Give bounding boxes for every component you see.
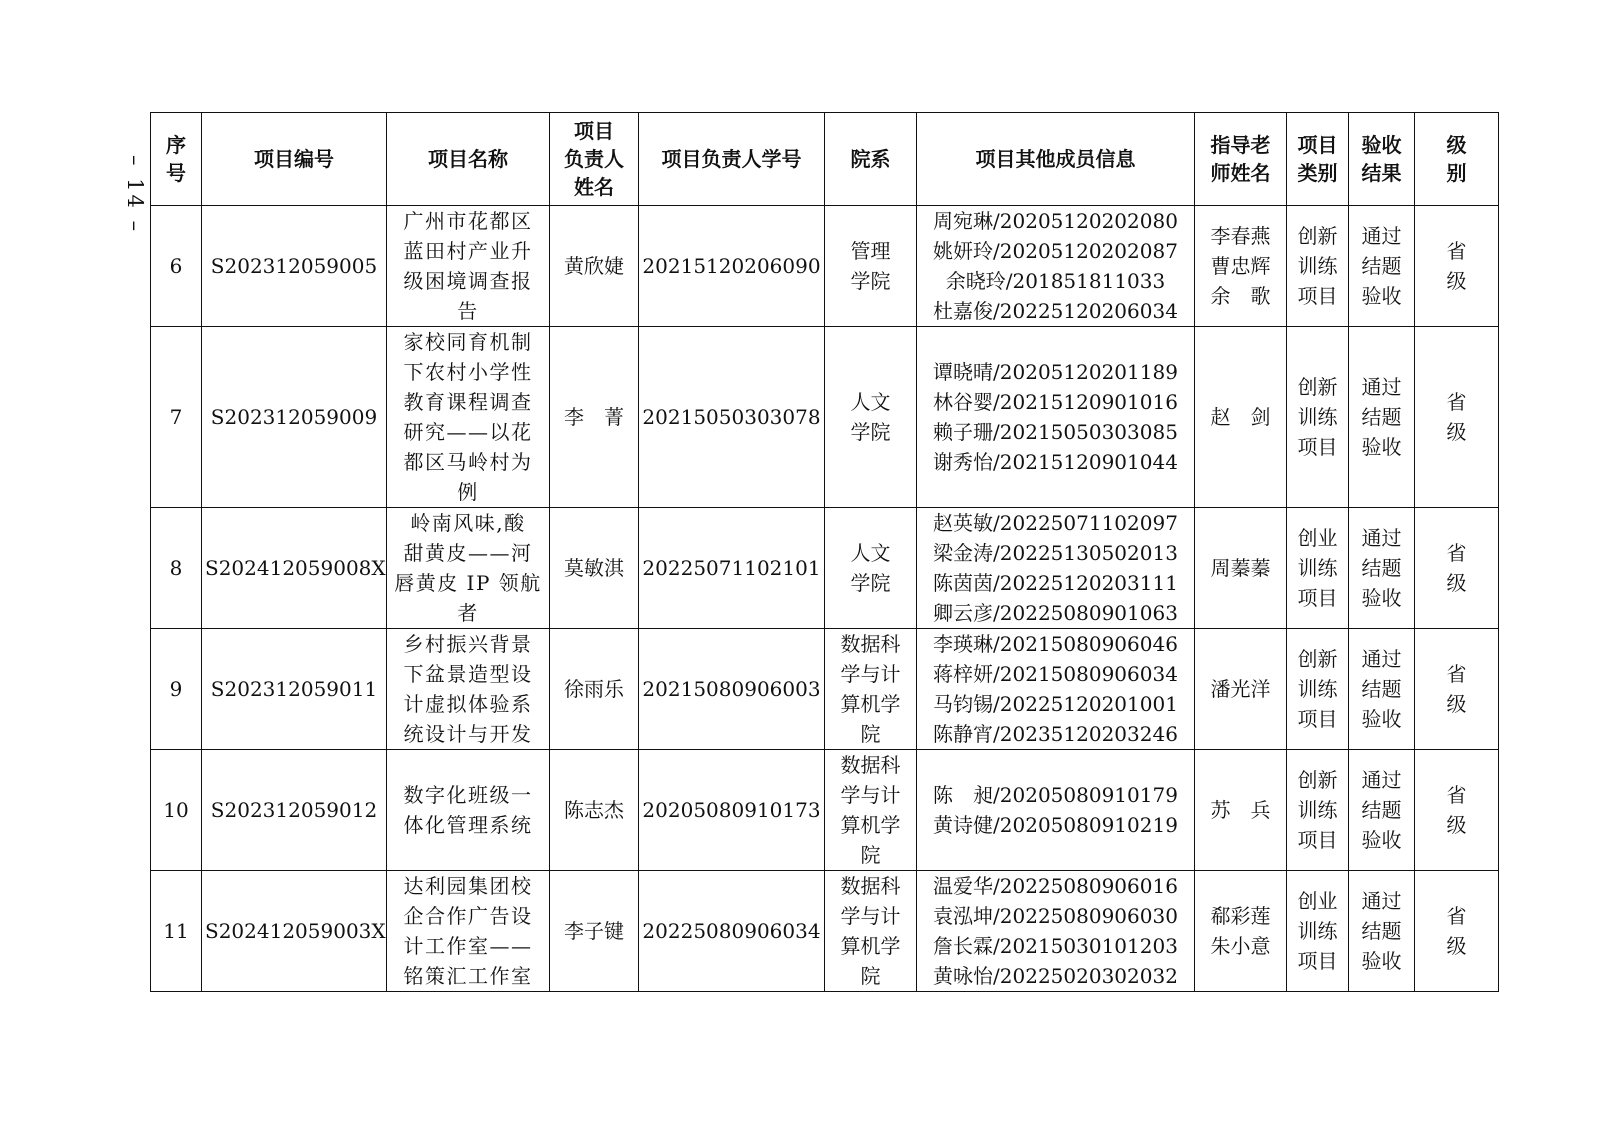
cell-seq: 11 (151, 871, 202, 992)
cell-members: 温爱华/20225080906016 袁泓坤/20225080906030 詹长霖/20215030101203 黄咏怡/20225020302032 (917, 871, 1195, 992)
cell-seq: 8 (151, 508, 202, 629)
cell-result: 通过 结题 验收 (1349, 629, 1415, 750)
cell-name: 乡村振兴背景 下盆景造型设 计虚拟体验系 统设计与开发 (387, 629, 550, 750)
cell-leader: 徐雨乐 (550, 629, 639, 750)
cell-level: 省 级 (1415, 206, 1499, 327)
cell-level: 省 级 (1415, 871, 1499, 992)
table-row (151, 508, 1499, 629)
cell-code: S202412059008X (202, 508, 387, 629)
cell-advisor: 周蓁蓁 (1195, 508, 1287, 629)
cell-category: 创业 训练 项目 (1287, 871, 1349, 992)
cell-name: 岭南风味,酸 甜黄皮——河 唇黄皮 IP 领航 者 (387, 508, 550, 629)
cell-leader-id: 20215050303078 (639, 327, 825, 508)
cell-members: 周宛琳/20205120202080 姚妍玲/20205120202087 余晓玲/201851811033 杜嘉俊/20225120206034 (917, 206, 1195, 327)
table-header-row (151, 113, 1499, 206)
cell-leader-id: 20205080910173 (639, 750, 825, 871)
cell-seq: 7 (151, 327, 202, 508)
table-row (151, 750, 1499, 871)
cell-members: 李瑛琳/20215080906046 蒋梓妍/20215080906034 马钧锡/20225120201001 陈静宵/20235120203246 (917, 629, 1195, 750)
cell-leader: 李子键 (550, 871, 639, 992)
cell-result: 通过 结题 验收 (1349, 508, 1415, 629)
header-code: 项目编号 (202, 113, 387, 206)
cell-leader: 陈志杰 (550, 750, 639, 871)
cell-level: 省 级 (1415, 508, 1499, 629)
header-leader: 项目 负责人 姓名 (550, 113, 639, 206)
cell-advisor: 郗彩莲 朱小意 (1195, 871, 1287, 992)
cell-level: 省 级 (1415, 327, 1499, 508)
project-table (150, 112, 1499, 992)
table-row (151, 871, 1499, 992)
cell-members: 陈 昶/20205080910179 黄诗健/20205080910219 (917, 750, 1195, 871)
cell-category: 创新 训练 项目 (1287, 327, 1349, 508)
cell-leader-id: 20215080906003 (639, 629, 825, 750)
cell-category: 创新 训练 项目 (1287, 206, 1349, 327)
cell-seq: 9 (151, 629, 202, 750)
header-leader-id: 项目负责人学号 (639, 113, 825, 206)
header-category: 项目 类别 (1287, 113, 1349, 206)
cell-leader: 黄欣婕 (550, 206, 639, 327)
cell-name: 达利园集团校 企合作广告设 计工作室—— 铭策汇工作室 (387, 871, 550, 992)
cell-code: S202312059011 (202, 629, 387, 750)
cell-leader: 李 菁 (550, 327, 639, 508)
cell-leader-id: 20225071102101 (639, 508, 825, 629)
header-seq: 序 号 (151, 113, 202, 206)
cell-result: 通过 结题 验收 (1349, 327, 1415, 508)
header-dept: 院系 (825, 113, 917, 206)
header-level: 级 别 (1415, 113, 1499, 206)
cell-dept: 人文 学院 (825, 508, 917, 629)
cell-name: 家校同育机制 下农村小学性 教育课程调查 研究——以花 都区马岭村为 例 (387, 327, 550, 508)
cell-result: 通过 结题 验收 (1349, 206, 1415, 327)
cell-members: 谭晓晴/20205120201189 林谷婴/20215120901016 赖子珊/20215050303085 谢秀怡/20215120901044 (917, 327, 1195, 508)
cell-code: S202312059005 (202, 206, 387, 327)
cell-code: S202412059003X (202, 871, 387, 992)
cell-category: 创新 训练 项目 (1287, 750, 1349, 871)
cell-category: 创业 训练 项目 (1287, 508, 1349, 629)
cell-result: 通过 结题 验收 (1349, 750, 1415, 871)
cell-level: 省 级 (1415, 629, 1499, 750)
table-row (151, 327, 1499, 508)
cell-advisor: 潘光洋 (1195, 629, 1287, 750)
cell-dept: 数据科 学与计 算机学 院 (825, 871, 917, 992)
cell-leader-id: 20215120206090 (639, 206, 825, 327)
header-name: 项目名称 (387, 113, 550, 206)
cell-dept: 管理 学院 (825, 206, 917, 327)
cell-leader-id: 20225080906034 (639, 871, 825, 992)
cell-dept: 人文 学院 (825, 327, 917, 508)
cell-leader: 莫敏淇 (550, 508, 639, 629)
cell-dept: 数据科 学与计 算机学 院 (825, 629, 917, 750)
cell-members: 赵英敏/20225071102097 梁金涛/20225130502013 陈茵茵/20225120203111 卿云彦/20225080901063 (917, 508, 1195, 629)
cell-code: S202312059012 (202, 750, 387, 871)
cell-seq: 10 (151, 750, 202, 871)
page-number: – 14 – (123, 155, 147, 235)
header-members: 项目其他成员信息 (917, 113, 1195, 206)
table-row (151, 206, 1499, 327)
cell-name: 数字化班级一 体化管理系统 (387, 750, 550, 871)
header-advisor: 指导老 师姓名 (1195, 113, 1287, 206)
header-result: 验收 结果 (1349, 113, 1415, 206)
cell-result: 通过 结题 验收 (1349, 871, 1415, 992)
table-row (151, 629, 1499, 750)
cell-advisor: 苏 兵 (1195, 750, 1287, 871)
cell-advisor: 赵 剑 (1195, 327, 1287, 508)
cell-dept: 数据科 学与计 算机学 院 (825, 750, 917, 871)
cell-code: S202312059009 (202, 327, 387, 508)
cell-advisor: 李春燕 曹忠辉 余 歌 (1195, 206, 1287, 327)
cell-seq: 6 (151, 206, 202, 327)
cell-category: 创新 训练 项目 (1287, 629, 1349, 750)
cell-name: 广州市花都区 蓝田村产业升 级困境调查报 告 (387, 206, 550, 327)
cell-level: 省 级 (1415, 750, 1499, 871)
